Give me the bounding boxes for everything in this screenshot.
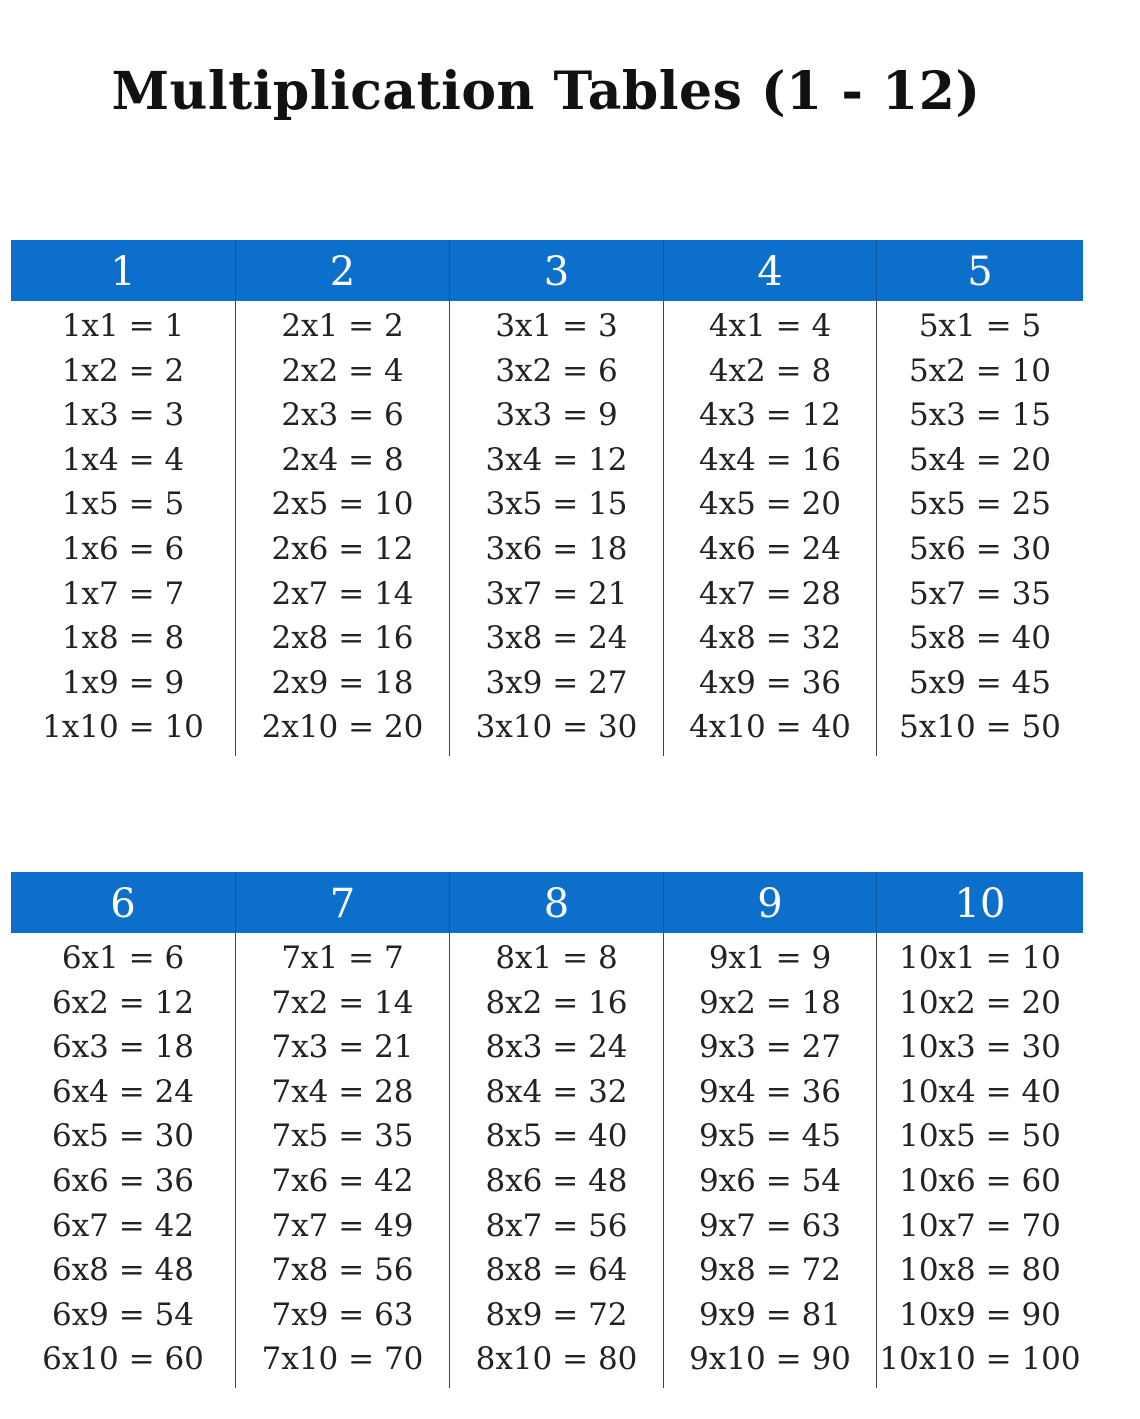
table-cell: 10x10 = 100 bbox=[879, 1341, 1081, 1378]
table-column bbox=[449, 301, 663, 756]
table-cell: 4x8 = 32 bbox=[698, 620, 842, 657]
table-column bbox=[11, 301, 235, 756]
table-cell: 3x1 = 3 bbox=[495, 308, 618, 344]
column-header: 8 bbox=[449, 872, 663, 933]
table-column bbox=[11, 933, 235, 1388]
table-cell: 9x1 = 9 bbox=[708, 940, 832, 976]
table-cell: 3x2 = 6 bbox=[495, 352, 618, 389]
table-cell: 5x8 = 40 bbox=[908, 620, 1052, 657]
table-cell: 1x2 = 2 bbox=[61, 352, 185, 389]
multiplication-table-6-10 bbox=[11, 872, 1083, 1388]
table-cell: 1x7 = 7 bbox=[61, 575, 185, 612]
table-cell: 4x9 = 36 bbox=[698, 664, 842, 701]
table-cell: 8x9 = 72 bbox=[485, 1296, 628, 1333]
table-cell: 2x9 = 18 bbox=[271, 664, 414, 701]
column-header: 3 bbox=[449, 240, 663, 301]
table-cell: 7x2 = 14 bbox=[271, 984, 414, 1021]
multiplication-table-1-5 bbox=[11, 240, 1083, 756]
table-cell: 5x3 = 15 bbox=[908, 397, 1052, 434]
table-cell: 7x4 = 28 bbox=[271, 1073, 414, 1110]
table-cell: 9x9 = 81 bbox=[698, 1296, 842, 1333]
table-cell: 7x7 = 49 bbox=[271, 1207, 414, 1244]
table-cell: 5x7 = 35 bbox=[908, 575, 1052, 612]
table-cell: 4x2 = 8 bbox=[708, 352, 832, 389]
table-cell: 9x6 = 54 bbox=[698, 1162, 842, 1199]
table-cell: 2x10 = 20 bbox=[261, 709, 424, 746]
table-cell: 9x4 = 36 bbox=[698, 1073, 842, 1110]
column-header: 7 bbox=[235, 872, 449, 933]
table-cell: 10x4 = 40 bbox=[899, 1073, 1061, 1110]
table-column bbox=[876, 301, 1083, 756]
table-cell: 10x2 = 20 bbox=[899, 984, 1061, 1021]
table-cell: 4x4 = 16 bbox=[698, 441, 842, 478]
table-cell: 2x1 = 2 bbox=[281, 308, 404, 344]
table-cell: 5x6 = 30 bbox=[908, 530, 1052, 567]
table-cell: 5x2 = 10 bbox=[908, 352, 1052, 389]
table-body bbox=[11, 933, 1083, 1388]
column-header: 9 bbox=[663, 872, 876, 933]
table-cell: 4x7 = 28 bbox=[698, 575, 842, 612]
table-cell: 1x5 = 5 bbox=[61, 486, 185, 523]
table-cell: 9x8 = 72 bbox=[698, 1252, 842, 1289]
table-cell: 6x10 = 60 bbox=[42, 1341, 204, 1378]
table-cell: 8x6 = 48 bbox=[485, 1162, 628, 1199]
table-cell: 5x5 = 25 bbox=[908, 486, 1052, 523]
table-header-row bbox=[11, 240, 1083, 301]
table-cell: 6x9 = 54 bbox=[51, 1296, 195, 1333]
column-header: 2 bbox=[235, 240, 449, 301]
table-cell: 7x9 = 63 bbox=[271, 1296, 414, 1333]
table-cell: 8x2 = 16 bbox=[485, 984, 628, 1021]
table-cell: 10x1 = 10 bbox=[899, 940, 1061, 976]
table-cell: 1x8 = 8 bbox=[61, 620, 185, 657]
table-cell: 6x5 = 30 bbox=[51, 1118, 195, 1155]
table-cell: 4x3 = 12 bbox=[698, 397, 842, 434]
column-header: 1 bbox=[110, 249, 136, 295]
table-cell: 7x6 = 42 bbox=[271, 1162, 414, 1199]
table-header-row bbox=[11, 872, 1083, 933]
table-cell: 1x3 = 3 bbox=[61, 397, 185, 434]
table-cell: 4x10 = 40 bbox=[689, 709, 851, 746]
table-cell: 6x2 = 12 bbox=[51, 984, 195, 1021]
table-cell: 7x5 = 35 bbox=[271, 1118, 414, 1155]
table-cell: 6x3 = 18 bbox=[51, 1029, 195, 1066]
table-cell: 7x8 = 56 bbox=[271, 1252, 414, 1289]
table-cell: 1x10 = 10 bbox=[42, 709, 204, 746]
table-cell: 3x10 = 30 bbox=[475, 709, 638, 746]
table-cell: 2x5 = 10 bbox=[271, 486, 414, 523]
table-cell: 8x1 = 8 bbox=[495, 940, 618, 976]
table-column bbox=[876, 933, 1083, 1388]
table-column bbox=[235, 301, 449, 756]
table-cell: 8x4 = 32 bbox=[485, 1073, 628, 1110]
table-cell: 10x6 = 60 bbox=[899, 1162, 1061, 1199]
table-cell: 7x10 = 70 bbox=[261, 1341, 424, 1378]
table-cell: 10x7 = 70 bbox=[899, 1207, 1061, 1244]
table-cell: 4x1 = 4 bbox=[708, 308, 832, 344]
table-cell: 9x5 = 45 bbox=[698, 1118, 842, 1155]
table-cell: 5x10 = 50 bbox=[899, 709, 1061, 746]
table-cell: 8x10 = 80 bbox=[475, 1341, 638, 1378]
table-cell: 2x2 = 4 bbox=[281, 352, 404, 389]
table-cell: 8x7 = 56 bbox=[485, 1207, 628, 1244]
table-column bbox=[663, 933, 876, 1388]
table-cell: 2x7 = 14 bbox=[271, 575, 414, 612]
page-title: Multiplication Tables (1 - 12) bbox=[111, 61, 981, 122]
table-cell: 8x3 = 24 bbox=[485, 1029, 628, 1066]
table-cell: 8x8 = 64 bbox=[485, 1252, 628, 1289]
table-cell: 5x4 = 20 bbox=[908, 441, 1052, 478]
table-cell: 6x6 = 36 bbox=[51, 1162, 195, 1199]
table-column bbox=[235, 933, 449, 1388]
table-cell: 6x4 = 24 bbox=[51, 1073, 195, 1110]
table-cell: 6x8 = 48 bbox=[51, 1252, 195, 1289]
table-column bbox=[663, 301, 876, 756]
table-column bbox=[449, 933, 663, 1388]
table-cell: 2x3 = 6 bbox=[281, 397, 404, 434]
table-cell: 6x1 = 6 bbox=[61, 940, 185, 976]
table-cell: 9x7 = 63 bbox=[698, 1207, 842, 1244]
table-cell: 9x10 = 90 bbox=[689, 1341, 851, 1378]
table-cell: 4x6 = 24 bbox=[698, 530, 842, 567]
table-body bbox=[11, 301, 1083, 756]
table-cell: 3x8 = 24 bbox=[485, 620, 628, 657]
table-cell: 10x5 = 50 bbox=[899, 1118, 1061, 1155]
table-cell: 7x3 = 21 bbox=[271, 1029, 414, 1066]
table-cell: 10x9 = 90 bbox=[899, 1296, 1061, 1333]
table-cell: 3x5 = 15 bbox=[485, 486, 628, 523]
table-cell: 3x4 = 12 bbox=[485, 441, 628, 478]
table-cell: 8x5 = 40 bbox=[485, 1118, 628, 1155]
table-cell: 5x9 = 45 bbox=[908, 664, 1052, 701]
column-header: 6 bbox=[110, 881, 136, 927]
table-cell: 2x6 = 12 bbox=[271, 530, 414, 567]
column-header: 4 bbox=[663, 240, 876, 301]
table-cell: 9x3 = 27 bbox=[698, 1029, 842, 1066]
column-header: 5 bbox=[876, 240, 1083, 301]
table-cell: 2x4 = 8 bbox=[281, 441, 404, 478]
table-cell: 10x3 = 30 bbox=[899, 1029, 1061, 1066]
table-cell: 3x6 = 18 bbox=[485, 530, 628, 567]
table-cell: 2x8 = 16 bbox=[271, 620, 414, 657]
table-cell: 10x8 = 80 bbox=[899, 1252, 1061, 1289]
table-cell: 1x6 = 6 bbox=[61, 530, 185, 567]
table-cell: 7x1 = 7 bbox=[281, 940, 404, 976]
table-cell: 4x5 = 20 bbox=[698, 486, 842, 523]
table-cell: 1x4 = 4 bbox=[61, 441, 185, 478]
table-cell: 1x1 = 1 bbox=[61, 308, 185, 344]
table-cell: 9x2 = 18 bbox=[698, 984, 842, 1021]
table-cell: 3x3 = 9 bbox=[495, 397, 618, 434]
table-cell: 6x7 = 42 bbox=[51, 1207, 195, 1244]
column-header: 10 bbox=[876, 872, 1083, 933]
table-cell: 3x7 = 21 bbox=[485, 575, 628, 612]
table-cell: 3x9 = 27 bbox=[485, 664, 628, 701]
table-cell: 5x1 = 5 bbox=[918, 308, 1042, 344]
table-cell: 1x9 = 9 bbox=[61, 664, 185, 701]
